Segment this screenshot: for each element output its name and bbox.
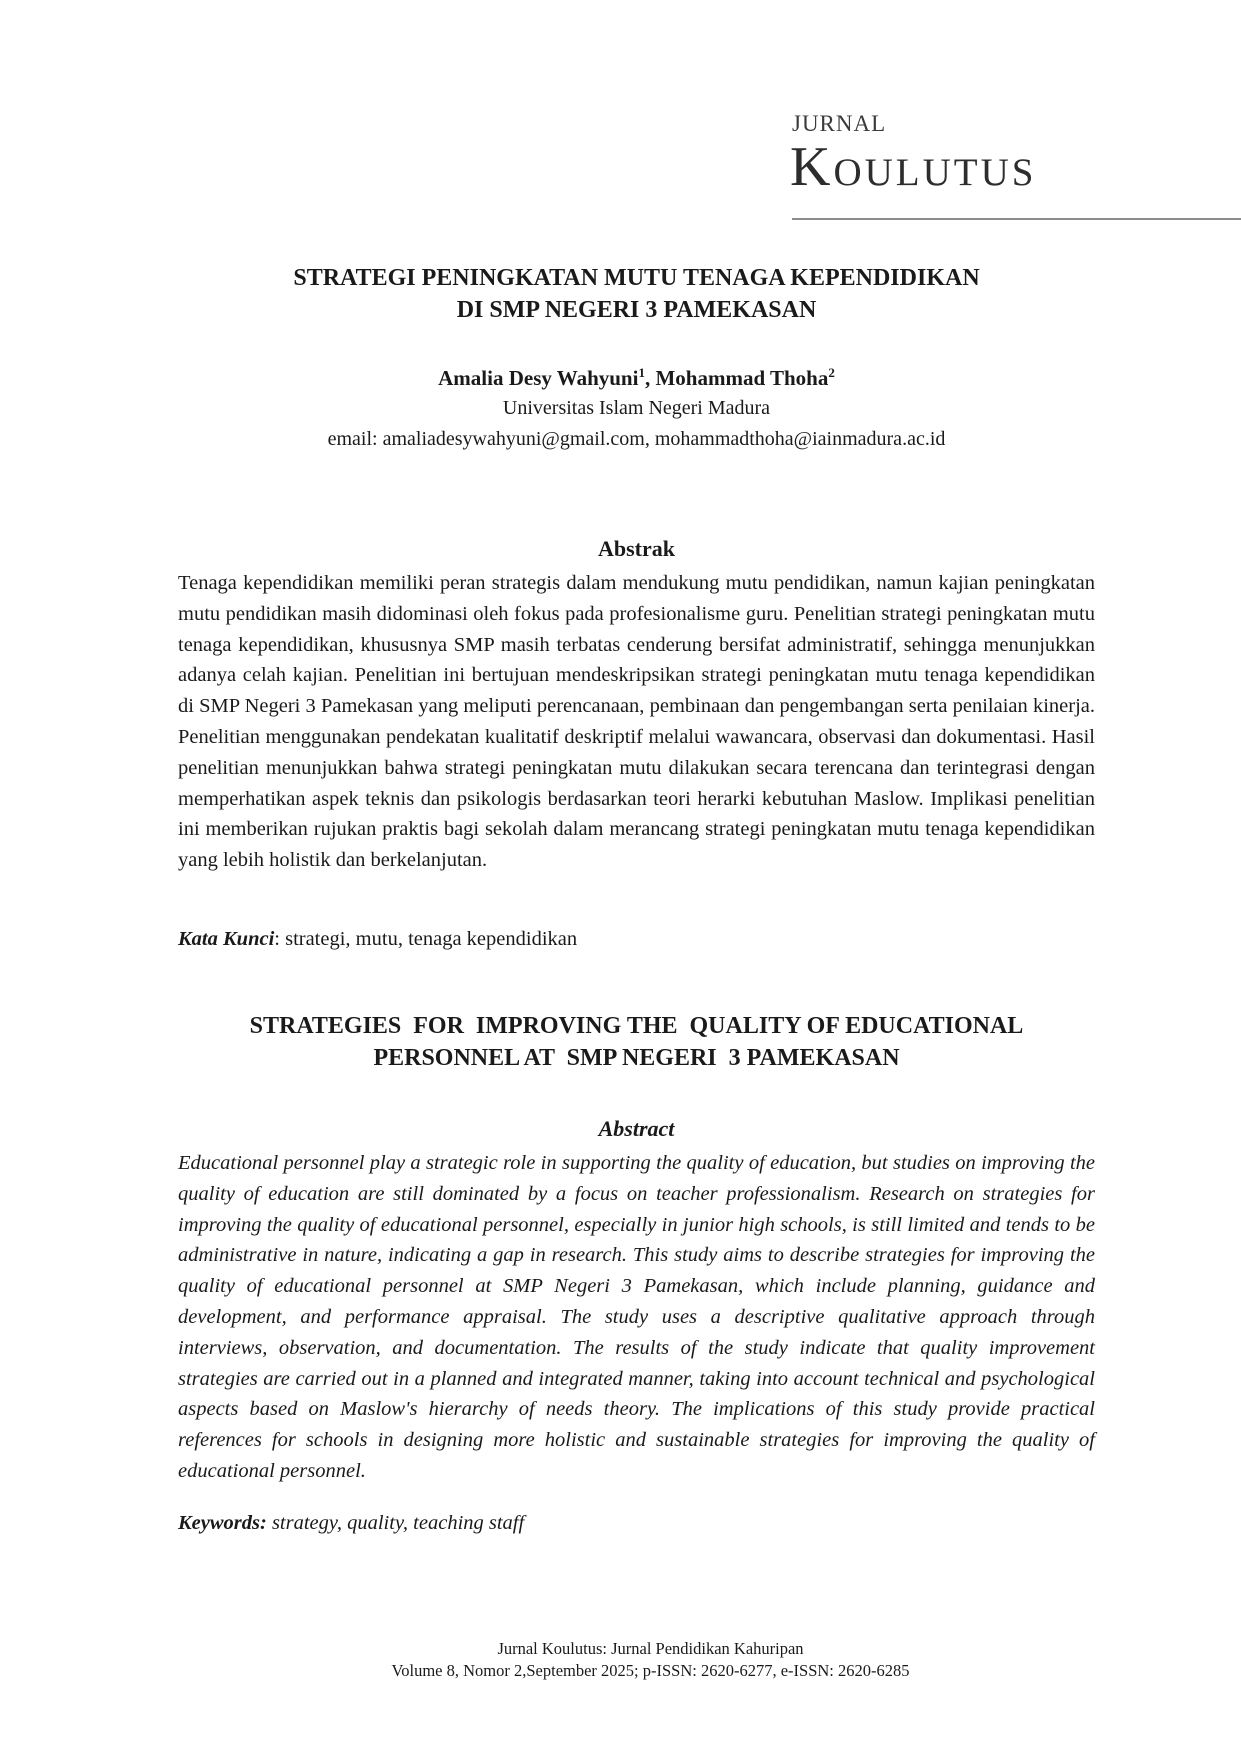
keywords-indonesian xyxy=(178,928,577,951)
abstract-heading-english: Abstract xyxy=(598,1116,675,1141)
abstract-heading-indonesian: Abstrak xyxy=(597,536,675,561)
journal-masthead xyxy=(790,111,1241,198)
author-emails: email: amaliadesywahyuni@gmail.com, mohammadthoha@iainmadura.ac.id xyxy=(327,428,946,450)
title-id-line1: STRATEGI PENINGKATAN MUTU TENAGA KEPENDIDIKAN xyxy=(293,265,980,291)
abstract-body-english: Educational personnel play a strategic role in supporting the quality of education, but studies on improving the quality of education are still dominated by a focus on teacher professionalism. Research on strategies for improving the quality of educational personnel, especially in junior high schools, is still limited and tends to be administrative in nature, indicating a gap in research. This study aims to describe strategies for improving the quality of educational personnel at SMP Negeri 3 Pamekasan, which include planning, guidance and development, and performance appraisal. The study uses a descriptive qualitative approach through interviews, observation, and documentation. The results of the study indicate that quality improvement strategies are carried out in a planned and integrated manner, taking into account technical and psychological aspects based on Maslow's hierarchy of needs theory. The implications of this study provide practical references for schools in designing more holistic and sustainable strategies for improving the quality of educational personnel. xyxy=(178,1152,1095,1482)
abstract-body-indonesian: Tenaga kependidikan memiliki peran strategis dalam mendukung mutu pendidikan, namun kajian peningkatan mutu pendidikan masih didominasi oleh fokus pada profesionalisme guru. Penelitian strategi peningkatan mutu tenaga kependidikan, khususnya SMP masih terbatas cenderung bersifat administratif, sehingga menunjukkan adanya celah kajian. Penelitian ini bertujuan mendeskripsikan strategi peningkatan mutu tenaga kependidikan di SMP Negeri 3 Pamekasan yang meliputi perencanaan, pembinaan dan pengembangan serta penilaian kinerja. Penelitian menggunakan pendekatan kualitatif deskriptif melalui wawancara, observasi dan dokumentasi. Hasil penelitian menunjukkan bahwa strategi peningkatan mutu dilakukan secara terencana dan terintegrasi dengan memperhatikan aspek teknis dan psikologis berdasarkan teori herarki kebutuhan Maslow. Implikasi penelitian ini memberikan rujukan praktis bagi sekolah dalam merancang strategi peningkatan mutu tenaga kependidikan yang lebih holistik dan berkelanjutan. xyxy=(178,572,1095,872)
footer-volume-issn: Volume 8, Nomor 2,September 2025; p-ISSN: 2620-6277, e-ISSN: 2620-6285 xyxy=(391,1661,910,1680)
page-footer xyxy=(178,1638,1123,1682)
masthead-journal-name: Koulutus xyxy=(790,136,1037,198)
keywords-english xyxy=(178,1512,524,1535)
author-2-affil-mark: 2 xyxy=(828,365,835,380)
keywords-values-indonesian: : strategi, mutu, tenaga kependidikan xyxy=(274,928,578,950)
affiliation: Universitas Islam Negeri Madura xyxy=(502,397,771,419)
title-id-line2: DI SMP NEGERI 3 PAMEKASAN xyxy=(456,297,817,323)
title-en-line1: STRATEGIES FOR IMPROVING THE QUALITY OF EDUCATIONAL xyxy=(249,1013,1024,1039)
author-2: Mohammad Thoha xyxy=(655,366,829,390)
author-separator: , xyxy=(644,366,656,390)
footer-journal-name: Jurnal Koulutus: Jurnal Pendidikan Kahuripan xyxy=(497,1639,804,1658)
masthead-small-text: JURNAL xyxy=(792,111,887,136)
masthead-divider xyxy=(792,218,1241,220)
keywords-values-english: strategy, quality, teaching staff xyxy=(266,1512,525,1534)
author-1: Amalia Desy Wahyuni xyxy=(438,366,639,390)
author-list xyxy=(178,365,1095,391)
title-en-line2: PERSONNEL AT SMP NEGERI 3 PAMEKASAN xyxy=(373,1045,900,1071)
keywords-label-english: Keywords: xyxy=(178,1512,267,1534)
keywords-label-indonesian: Kata Kunci xyxy=(178,928,275,950)
author-1-affil-mark: 1 xyxy=(638,365,645,380)
paper-title-english xyxy=(178,1010,1095,1074)
paper-title-indonesian xyxy=(178,262,1095,326)
